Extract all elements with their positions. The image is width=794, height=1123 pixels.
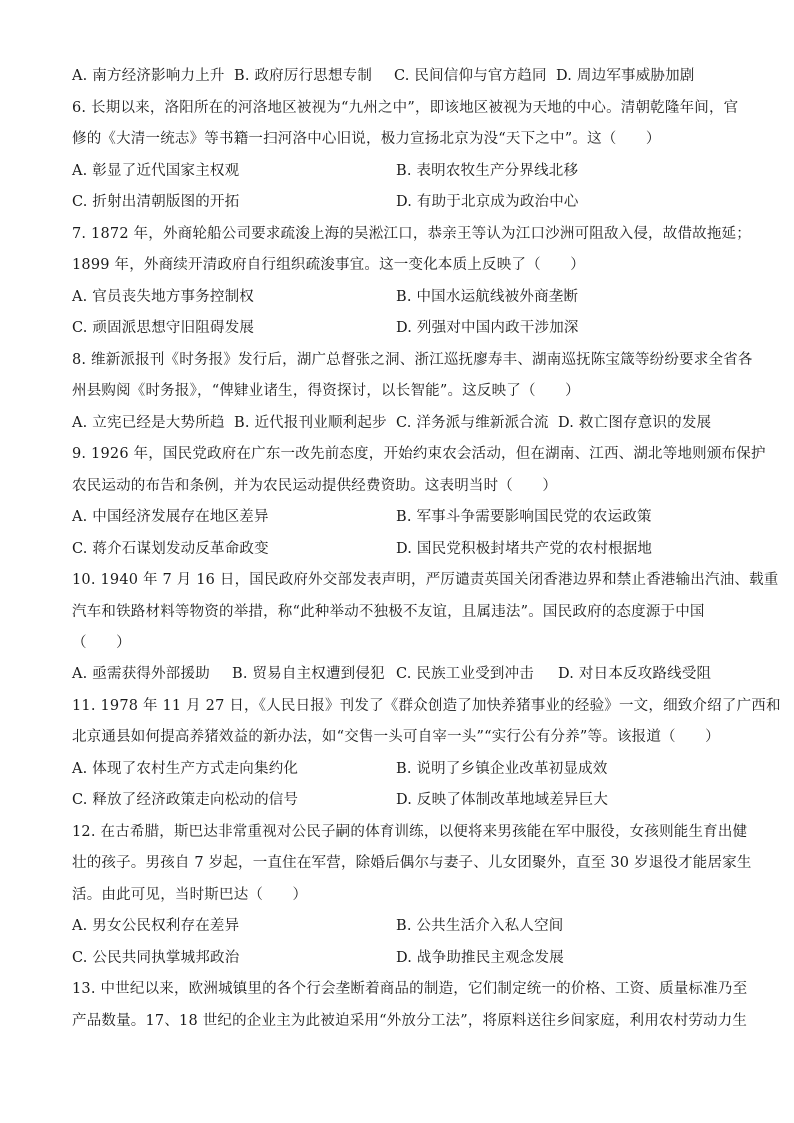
q9-option-c: C. 蒋介石谋划发动反革命政变 xyxy=(72,541,269,557)
q6-stem-line: 6. 长期以来，洛阳所在的河洛地区被视为“九州之中”，即该地区被视为天地的中心。清朝乾隆年间，官 xyxy=(72,100,739,116)
q10-option-b: B. 贸易自主权遭到侵犯 xyxy=(232,666,385,682)
q12-stem-line: 壮的孩子。男孩自 7 岁起，一直住在军营，除婚后偶尔与妻子、儿女团聚外，直至 30 岁退役才能居家生 xyxy=(72,855,752,871)
q13-stem-line: 产品数量。17、18 世纪的企业主为此被迫采用“外放分工法”，将原料送往乡间家庭，利用农村劳动力生 xyxy=(72,1013,748,1029)
q6-option-b: B. 表明农牧生产分界线北移 xyxy=(396,163,579,179)
q9-option-a: A. 中国经济发展存在地区差异 xyxy=(72,509,269,525)
q8-option-b: B. 近代报刊业顺利起步 xyxy=(234,415,387,431)
q7-option-a: A. 官员丧失地方事务控制权 xyxy=(72,289,254,305)
q12-stem-line: 12. 在古希腊，斯巴达非常重视对公民子嗣的体育训练，以便将来男孩能在军中服役，女孩则能生育出健 xyxy=(72,824,748,840)
q11-option-c: C. 释放了经济政策走向松动的信号 xyxy=(72,792,299,808)
q5-option-b: B. 政府厉行思想专制 xyxy=(234,68,373,84)
q9-stem-line: 农民运动的布告和条例，并为农民运动提供经费资助。这表明当时（ ） xyxy=(72,478,558,494)
q8-stem-line: 州县购阅《时务报》，“俾肄业诸生，得资探讨，以长智能”。这反映了（ ） xyxy=(72,383,580,399)
q8-option-c: C. 洋务派与维新派合流 xyxy=(396,415,549,431)
q10-option-d: D. 对日本反攻路线受阻 xyxy=(558,666,712,682)
q9-stem-line: 9. 1926 年，国民党政府在广东一改先前态度，开始约束农会活动，但在湖南、江西、湖北等地则颁布保护 xyxy=(72,446,766,462)
q6-option-d: D. 有助于北京成为政治中心 xyxy=(396,194,579,210)
q5-option-d: D. 周边军事威胁加剧 xyxy=(556,68,695,84)
q7-stem-line: 7. 1872 年，外商轮船公司要求疏浚上海的吴淞江口，恭亲王等认为江口沙洲可阻敌入侵，故借故拖延； xyxy=(72,226,751,242)
q12-option-c: C. 公民共同执掌城邦政治 xyxy=(72,950,240,966)
q6-stem-line: 修的《大清一统志》等书籍一扫河洛中心旧说，极力宣扬北京为没“天下之中”。这（ ） xyxy=(72,131,661,147)
q10-stem-line: 汽车和铁路材料等物资的举措，称“此种举动不独极不友谊，且属违法”。国民政府的态度源于中国 xyxy=(72,604,705,620)
q8-option-d: D. 救亡图存意识的发展 xyxy=(558,415,712,431)
q10-option-a: A. 亟需获得外部援助 xyxy=(72,666,210,682)
q9-option-b: B. 军事斗争需要影响国民党的农运政策 xyxy=(396,509,652,525)
q11-stem-line: 北京通县如何提高养猪效益的新办法，如“交售一头可自宰一头”“实行公有分养”等。该报道（ ） xyxy=(72,729,720,745)
q8-option-a: A. 立宪已经是大势所趋 xyxy=(72,415,225,431)
q12-option-a: A. 男女公民权利存在差异 xyxy=(72,918,240,934)
q10-option-c: C. 民族工业受到冲击 xyxy=(396,666,534,682)
q11-option-a: A. 体现了农村生产方式走向集约化 xyxy=(72,761,299,777)
q9-option-d: D. 国民党积极封堵共产党的农村根据地 xyxy=(396,541,653,557)
q7-option-b: B. 中国水运航线被外商垄断 xyxy=(396,289,579,305)
q11-stem-line: 11. 1978 年 11 月 27 日，《人民日报》刊发了《群众创造了加快养猪事业的经验》一文，细致介绍了广西和 xyxy=(72,698,781,714)
q5-option-a: A. 南方经济影响力上升 xyxy=(72,68,225,84)
q7-option-d: D. 列强对中国内政干涉加深 xyxy=(396,320,579,336)
q7-option-c: C. 顽固派思想守旧阻碍发展 xyxy=(72,320,255,336)
q6-option-c: C. 折射出清朝版图的开拓 xyxy=(72,194,240,210)
q12-option-b: B. 公共生活介入私人空间 xyxy=(396,918,564,934)
q5-option-c: C. 民间信仰与官方趋同 xyxy=(394,68,547,84)
q10-stem-line: 10. 1940 年 7 月 16 日，国民政府外交部发表声明，严厉谴责英国关闭香港边界和禁止香港输出汽油、载重 xyxy=(72,572,779,588)
q10-stem-line: （ ） xyxy=(72,635,131,651)
q6-option-a: A. 彰显了近代国家主权观 xyxy=(72,163,240,179)
q13-stem-line: 13. 中世纪以来，欧洲城镇里的各个行会垄断着商品的制造，它们制定统一的价格、工资、质量标准乃至 xyxy=(72,981,748,997)
q12-option-d: D. 战争助推民主观念发展 xyxy=(396,950,564,966)
q11-option-b: B. 说明了乡镇企业改革初显成效 xyxy=(396,761,608,777)
q11-option-d: D. 反映了体制改革地域差异巨大 xyxy=(396,792,609,808)
q8-stem-line: 8. 维新派报刊《时务报》发行后，湖广总督张之洞、浙江巡抚廖寿丰、湖南巡抚陈宝箴等纷纷要求全省各 xyxy=(72,352,753,368)
q7-stem-line: 1899 年，外商续开清政府自行组织疏浚事宜。这一变化本质上反映了（ ） xyxy=(72,257,585,273)
q12-stem-line: 活。由此可见，当时斯巴达（ ） xyxy=(72,887,308,903)
